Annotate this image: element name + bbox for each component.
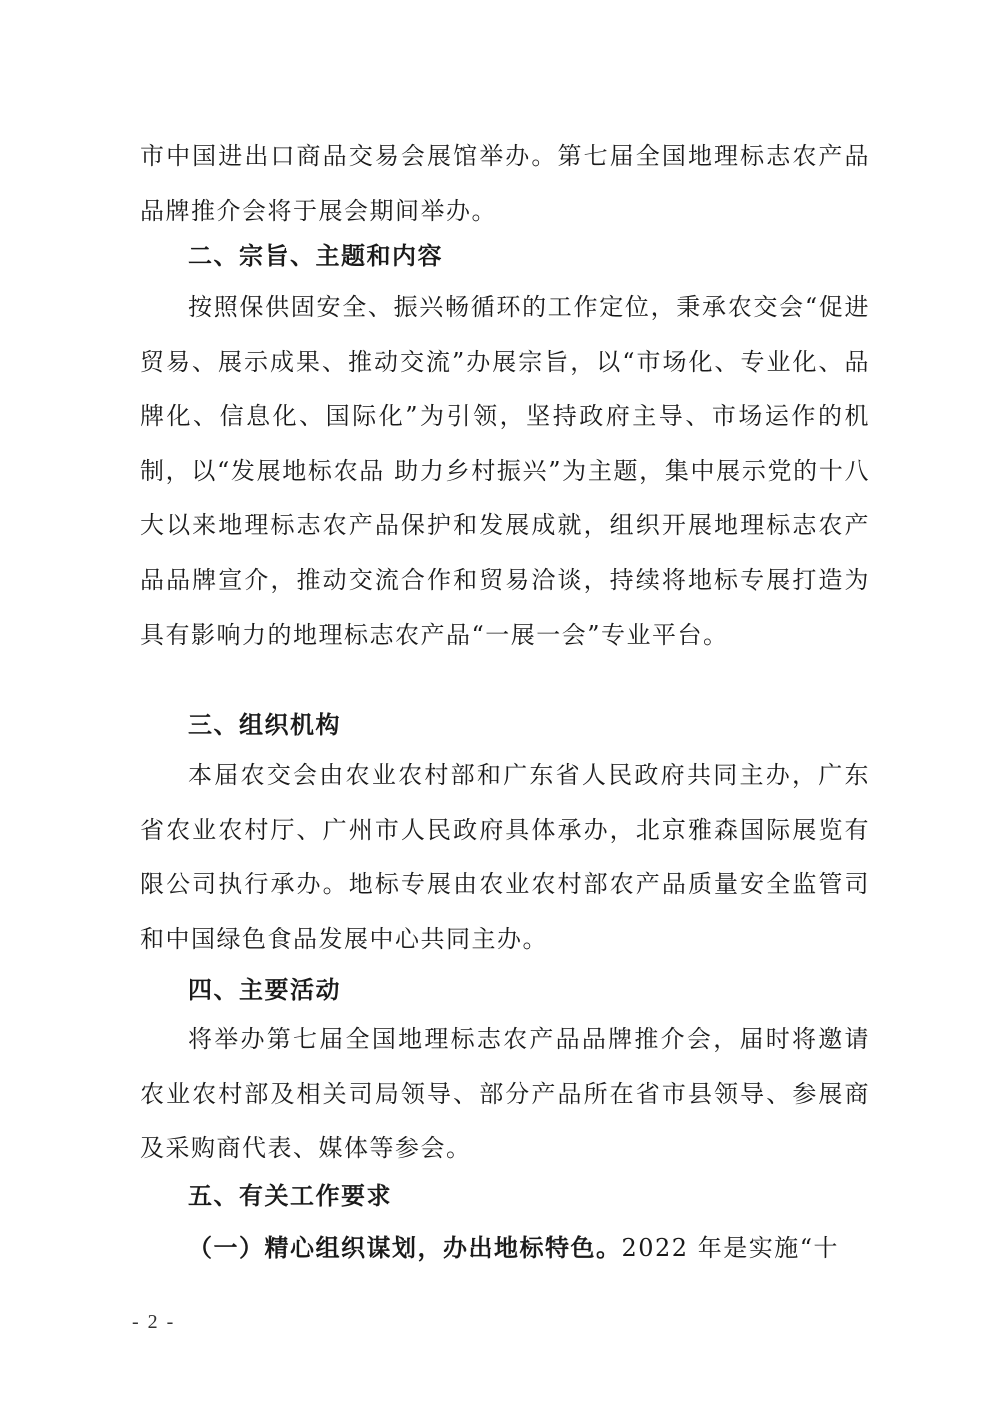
requirement-1-text: 2022 年是实施“十 (621, 1234, 839, 1262)
section-heading-2: 二、宗旨、主题和内容 (188, 242, 443, 270)
paragraph-requirement-1 (140, 1221, 870, 1276)
page-number: - 2 - (132, 1311, 176, 1333)
section-heading-3: 三、组织机构 (188, 711, 341, 739)
paragraph-intro: 市中国进出口商品交易会展馆举办。第七届全国地理标志农产品品牌推介会将于展会期间举办。 (140, 142, 870, 225)
requirement-1-title: （一）精心组织谋划，办出地标特色。 (188, 1234, 622, 1262)
paragraph-activities: 将举办第七届全国地理标志农产品品牌推介会，届时将邀请农业农村部及相关司局领导、部分产品所在省市县领导、参展商及采购商代表、媒体等参会。 (140, 1025, 870, 1163)
paragraph-organization: 本届农交会由农业农村部和广东省人民政府共同主办，广东省农业农村厅、广州市人民政府具体承办，北京雅森国际展览有限公司执行承办。地标专展由农业农村部农产品质量安全监管司和中国绿色食品发展中心共同主办。 (140, 761, 870, 953)
section-heading-5: 五、有关工作要求 (188, 1182, 392, 1210)
paragraph-purpose: 按照保供固安全、振兴畅循环的工作定位，秉承农交会“促进贸易、展示成果、推动交流”办展宗旨，以“市场化、专业化、品牌化、信息化、国际化”为引领，坚持政府主导、市场运作的机制，以“发展地标农品 助力乡村振兴”为主题，集中展示党的十八大以来地理标志农产品保护和发展成就，组织开展地理标志农产品品牌宣介，推动交流合作和贸易洽谈，持续将地标专展打造为具有影响力的地理标志农产品“一展一会”专业平台。 (140, 293, 870, 649)
section-heading-4: 四、主要活动 (188, 976, 341, 1004)
